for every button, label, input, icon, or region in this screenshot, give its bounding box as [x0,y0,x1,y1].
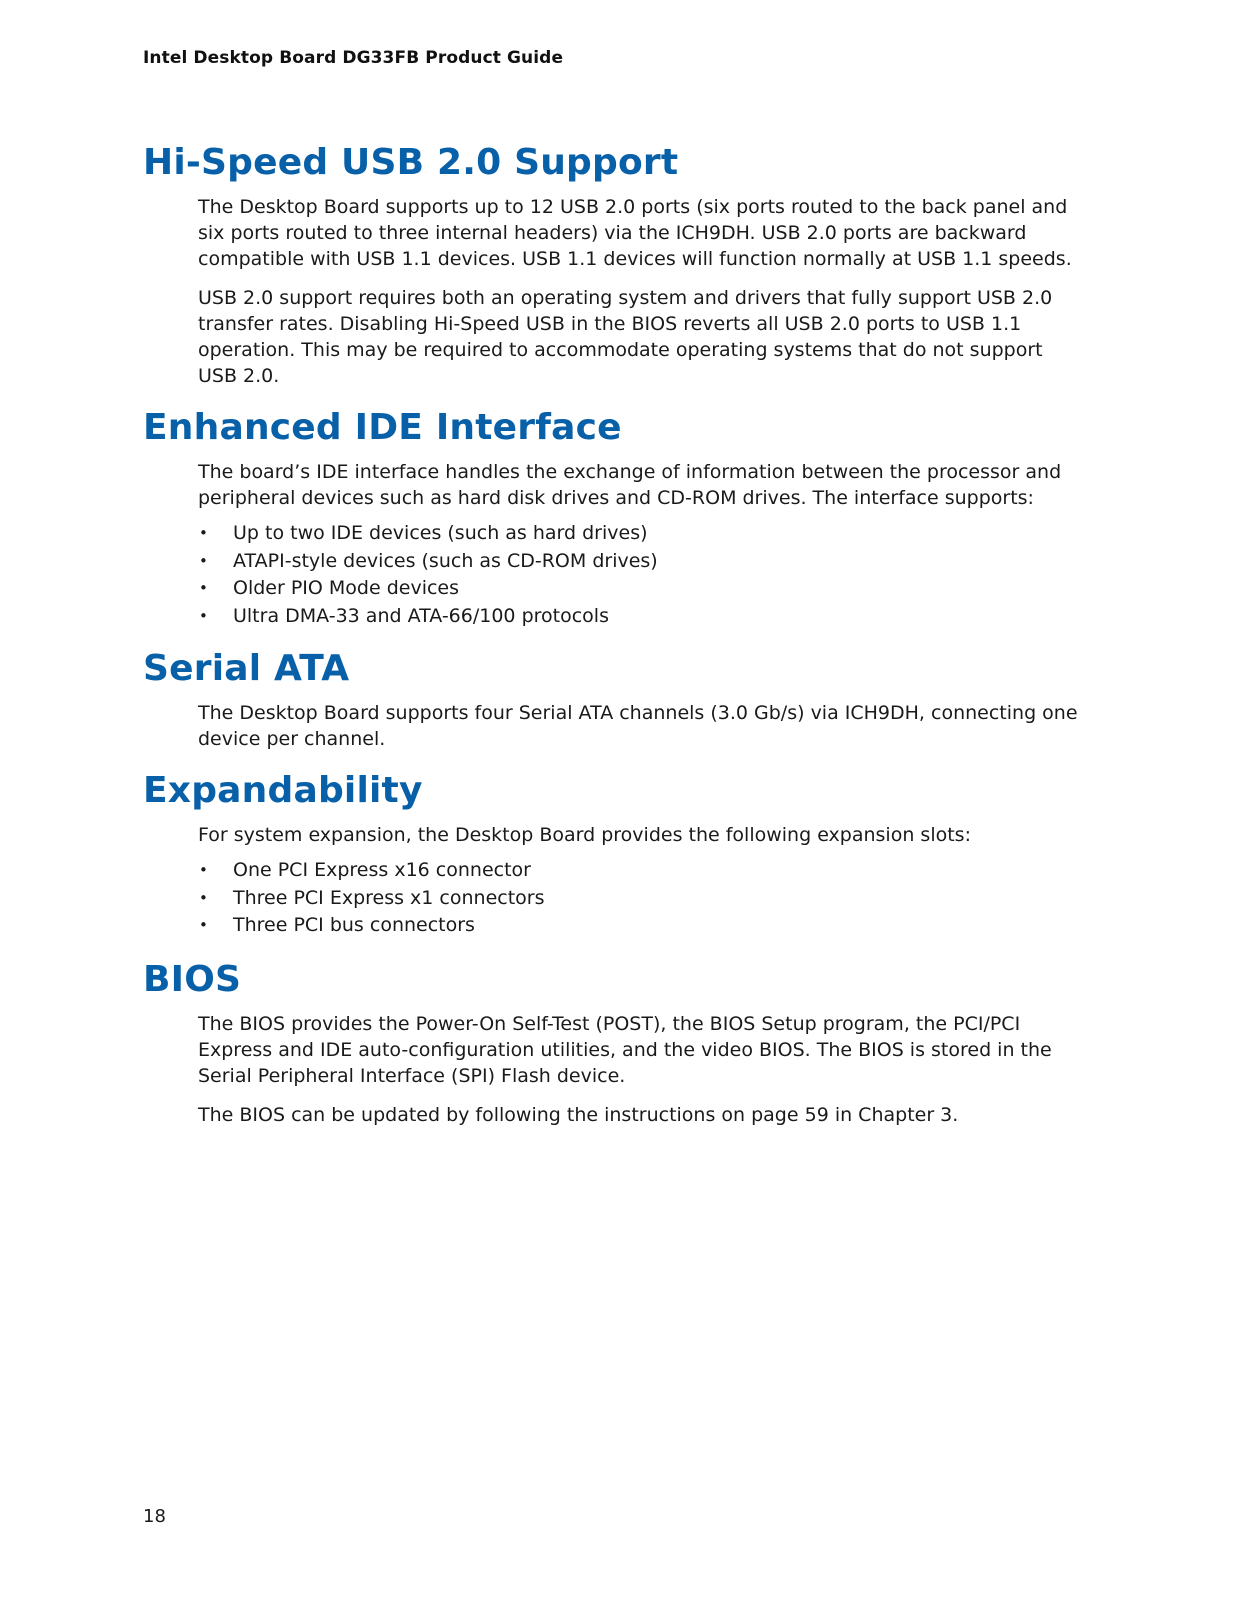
section-body-bios [198,1011,1078,1128]
section-body-ide [198,459,1078,630]
bullet-icon: • [199,916,208,934]
list-item [198,520,1078,548]
section-body-expandability [198,822,1078,940]
section-title-sata: Serial ATA [143,648,350,689]
section-expandability [143,768,1083,940]
list-item-text: Up to two IDE devices (such as hard drives) [233,522,648,544]
list-item [198,575,1078,603]
section-body-sata [198,700,1078,752]
bullet-icon: • [199,606,208,625]
bullet-icon: • [199,888,208,907]
list-item [198,548,1078,576]
paragraph: The Desktop Board supports four Serial ATA channels (3.0 Gb/s) via ICH9DH, connecting one device per channel. [198,702,1078,750]
bullet-icon: • [199,524,208,542]
list-item [198,912,1078,940]
section-ide [143,405,1083,630]
list-item-text: Three PCI Express x1 connectors [233,886,545,909]
list-item [198,603,1078,631]
section-body-usb [198,194,1078,389]
running-header: Intel Desktop Board DG33FB Product Guide [143,48,564,68]
section-sata [143,646,1083,752]
bullet-icon: • [199,579,208,597]
list-item-text: Three PCI bus connectors [233,914,475,936]
paragraph: For system expansion, the Desktop Board provides the following expansion slots: [198,824,971,846]
list-item-text: ATAPI-style devices (such as CD-ROM drives) [233,549,658,572]
list-item-text: Ultra DMA-33 and ATA-66/100 protocols [233,604,609,627]
list-item-text: Older PIO Mode devices [233,577,460,599]
list-item [198,857,1078,885]
page-content [143,140,1083,1142]
paragraph: The Desktop Board supports up to 12 USB 2.0 ports (six ports routed to the back panel and six ports routed to three internal headers) via the ICH9DH. USB 2.0 ports are backward compatible with USB 1.1 devices. USB 1.1 devices will function normally at USB 1.1 speeds. [198,196,1072,270]
bullet-icon: • [199,551,208,570]
bullet-icon: • [199,861,208,879]
section-title-bios: BIOS [143,958,242,1000]
paragraph: The board’s IDE interface handles the exchange of information between the processor and peripheral devices such as hard disk drives and CD-ROM drives. The interface supports: [198,461,1062,509]
section-title-usb: Hi-Speed USB 2.0 Support [143,142,679,183]
list-item [198,885,1078,913]
paragraph: USB 2.0 support requires both an operating system and drivers that fully support USB 2.0 transfer rates. Disabling Hi-Speed USB in the BIOS reverts all USB 2.0 ports to USB 1.1 operation. This may be required to accommodate operating systems that do not support USB 2.0. [198,287,1053,387]
paragraph: The BIOS provides the Power-On Self-Test (POST), the BIOS Setup program, the PCI/PCI Express and IDE auto-configuration utilities, and the video BIOS. The BIOS is stored in the Serial Peripheral Interface (SPI) Flash device. [198,1012,1052,1087]
bullet-list-ide [198,520,1078,630]
page-number: 18 [143,1506,166,1527]
bullet-list-expandability [198,857,1078,940]
section-usb [143,140,1083,389]
section-bios [143,957,1083,1128]
list-item-text: One PCI Express x16 connector [233,859,531,881]
section-title-expandability: Expandability [143,770,423,811]
paragraph: The BIOS can be updated by following the instructions on page 59 in Chapter 3. [198,1103,959,1126]
section-title-ide: Enhanced IDE Interface [143,407,622,448]
